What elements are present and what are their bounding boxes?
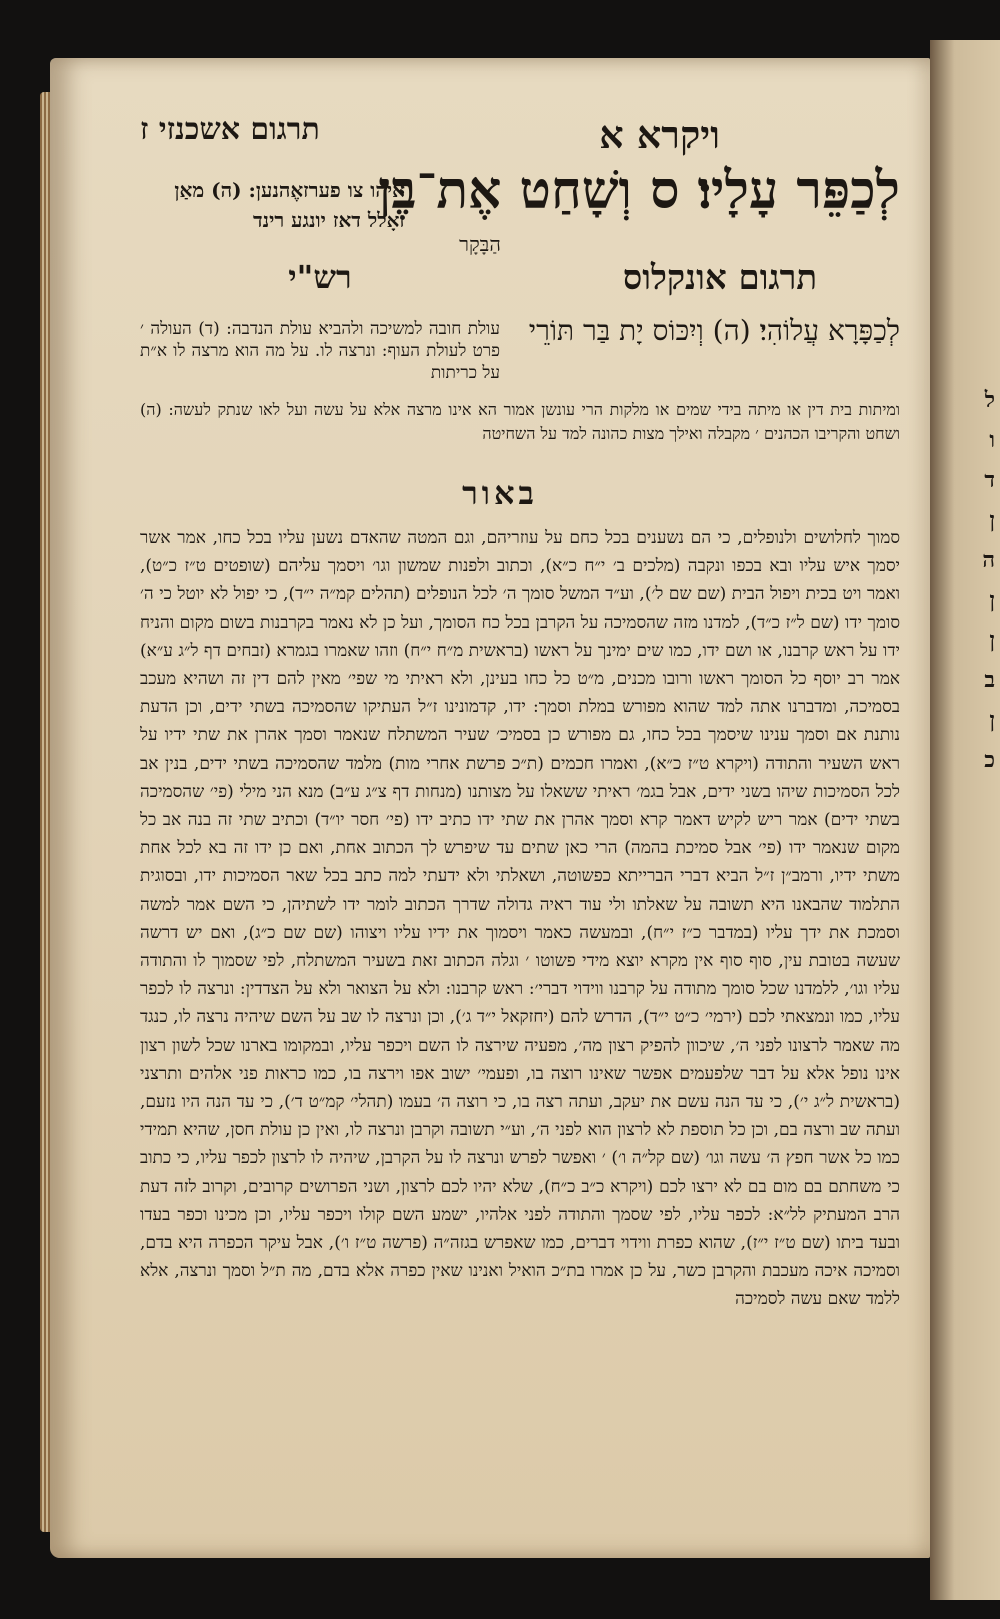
yiddish-translation: איהו צו פערזאֶהנען: (ה) מאַן זאָלל דאז יונגע רינד — [174, 178, 405, 232]
verse-text: לְכַפֵּר עָלָיו׃ ס וְשָׁחַט אֶת־בֶּן — [378, 160, 900, 221]
running-head-book: ויקרא א — [599, 112, 720, 157]
running-head-translation: תרגום אשכנזי ז — [140, 112, 320, 147]
biur-heading: באור — [462, 474, 538, 512]
biur-commentary: סמוך לחלושים ולנופלים, כי הם נשענים בכל כחם על עוזריהם, וגם המטה שהאדם נשען עליו בכל כחו, אמר אשר יסמך איש עליו ובא בכפו ונקבה (מלכים ב׳ י״ח כ״א), וכתוב ולפנות שמשון וגו׳ ויסמך עליהם (שופטים ט״ז כ״ט), ואמר ויט בכית ויפול הבית (שם שם ל׳), וע״ד המשל סומך ה׳ לכל הנופלים (תהלים קמ״ה י״ד), כי יפול לא יוטל כי ה׳ סומך ידו (שם ל״ז כ״ד), למדנו מזה שהסמיכה על הקרבן בכל כח הסומך, ועל כן לא נאמר בקרבנות בשום מקום והניח ידו על ראש קרבנו, או ושם ידו, כמו שים ימינך על ראשו (בראשית מ״ח י״ח) וזהו שאמרו בגמרא (זבחים דף ל״ג ע״א) אמר רב יוסף כל הסומך ראשו ורובו מכנים, מ״ט כל כחו בעינן, ולא ראיתי מי שפי׳ מאין להם דין זה ושהיא מעכב בסמיכה, ומדברנו אתה למד שהוא מפורש במלת וסמך: ידו, קדמונינו ז״ל העתיקו שהסמיכה בשתי ידים, וכן הדעת נותנת אם וסמך ענינו שיסמך בכל כחו, גם מפורש כן בסמיכ׳ שעיר המשתלח שנאמר וסמך אהרן את שתי ידיו על ראש השעיר והתודה (ויקרא ט״ז כ״א), ואמרו חכמים (ת״כ פרשת אחרי מות) מלמד שהסמיכה בשתי ידים, בנין אב לכל הסמיכות שיהו בשני ידים, אבל בגמ׳ ראיתי ששאלו על מצותנו (מנחות דף צ״ג ע״ב) מנא הני מילי (פי׳ שהסמיכה בשתי ידים) אמר ריש לקיש דאמר קרא וסמך אהרן את שתי ידו כתיב ידו (פי׳ חסר יו״ד) וכתיב שתי זה בנה אב כל מקום שנאמר ידו (פי׳ אבל סמיכת בהמה) הרי כאן שתים עד שיפרש לך הכתוב אחת, ואם כן ידו זה בא לכל אחת משתי ידיו, ורמב״ן ז״ל הביא דברי הברייתא כפשוטה, ושאלתי ולא ידעתי למה כתב בכל שאר הסמיכות ידו, ובסוגית התלמוד שהבאנו היא תשובה על שאלתו ולי עוד ראיה גדולה שדרך הכתוב לומר ידו לשתיהן, כי השם אמר למשה וסמכת את ידך עליו (במדבר כ״ז י״ח), ובמעשה כאמר ויסמוך את ידיו עליו ויצוהו (שם שם כ״ג), ואם יש דרשה שעשה בטובת עין, סוף סוף אין מקרא יוצא מידי פשוטו ׳ וגלה הכתוב זאת בשעיר המשתלח, לפי שסמוך לו והתודה עליו וגו׳, ללמדנו שכל סומך מתודה על קרבנו ווידוי דברי׳: ראש קרבנו: ולא על הצואר ולא על הצדדין: ונרצה לו לכפר עליו, כמו ונמצאתי לכם (ירמי׳ כ״ט י״ד), הדרש להם (יחזקאל י״ד ג׳), וכן ונרצה לו שב על השם שיהיה נרצה לו, כנגד מה שאמר לרצונו לפני ה׳, שיכוון להפיק רצון מה׳, מפעיה שירצה לו השם ויכפר עליו, ובמקומו בארנו שכל לשון רצון אינו נופל אלא על דבר שלפעמים אפשר שאינו רוצה בו, ופעמי׳ ישוב אפו וירצה בו, כמו כראות פני אלהים ותרצני (בראשית ל״ג י׳), כי עד הנה עשם את יעקב, ועתה רצה בו, כי רוצה ה׳ בעמו (תהלי׳ קמ״ט ד׳), כי עד הנה היו נזעם, ועתה שב ורצה בם, וכן כל תוספת לא לרצון הוא לפני ה׳, וע״י תשובה וקרבן ונרצה לו, ואין כן עולת חסן, שהיא תמידי כמו כל אשר חפץ ה׳ עשה וגו׳ (שם קל״ה ו׳) ׳ ואפשר לפרש ונרצה לו על הקרבן, שיהיה לו לרצון לכפר עליו, כי כתוב כי משחתם בם מום בם לא ירצו לכם (ויקרא כ״ב כ״ח), שלא יהיו לכם לרצון, ושני הפרושים קרובים, וקרוב לזה דעת הרב המעתיק לל״א: לכפר עליו, לפי שסמך והתודה לפני אלהיו, ישמע השם קולו ויכפר עליו, וכן מכינו וכפר בעדו ובעד ביתו (שם ט״ז י״ז), שהוא כפרת ווידוי דברים, כמו שאפרש בגזה״ה (פרשה ט״ז ו׳), אבל עיקר הכפרה היא בדם, וסמיכה איכה מעכבת והקרבן כשר, על כן אמרו בת״כ הואיל ואנינו שאין כפרה אלא בדם, מה ת״ל וסמך ונרצה, אלא ללמד שאם עשה לסמיכה — [140, 528, 900, 1310]
rashi-text-full: ומיתות בית דין או מיתה בידי שמים או מלקות הרי עונשן אמור הא אינו מרצה אלא על עשה ועל לאו שנתק לעשה: (ה) ושחט והקריבו הכהנים ׳ מקבלה ואילך מצות כהונה למד על השחיטה — [140, 400, 900, 443]
rashi-text-column: עולת חובה למשיכה ולהביא עולת הנדבה: (ד) העולה ׳ פרט לעולת העוף: ונרצה לו. על מה הוא מרצה לו א״ת על כריתות — [140, 319, 500, 383]
onkelos-text: לְכַפָּרָא עֲלוֹהִי׃ (ה) וְיִכּוֹס יָת בַּר תּוֹרֵי — [528, 314, 900, 347]
rashi-heading: רש"י — [288, 258, 352, 296]
verse-tail: הַבָּקָר — [459, 232, 501, 256]
onkelos-heading: תרגום אונקלוס — [622, 258, 818, 298]
facing-page-text: ל ו ד ן ה ן ן ב ן כ — [982, 387, 995, 773]
